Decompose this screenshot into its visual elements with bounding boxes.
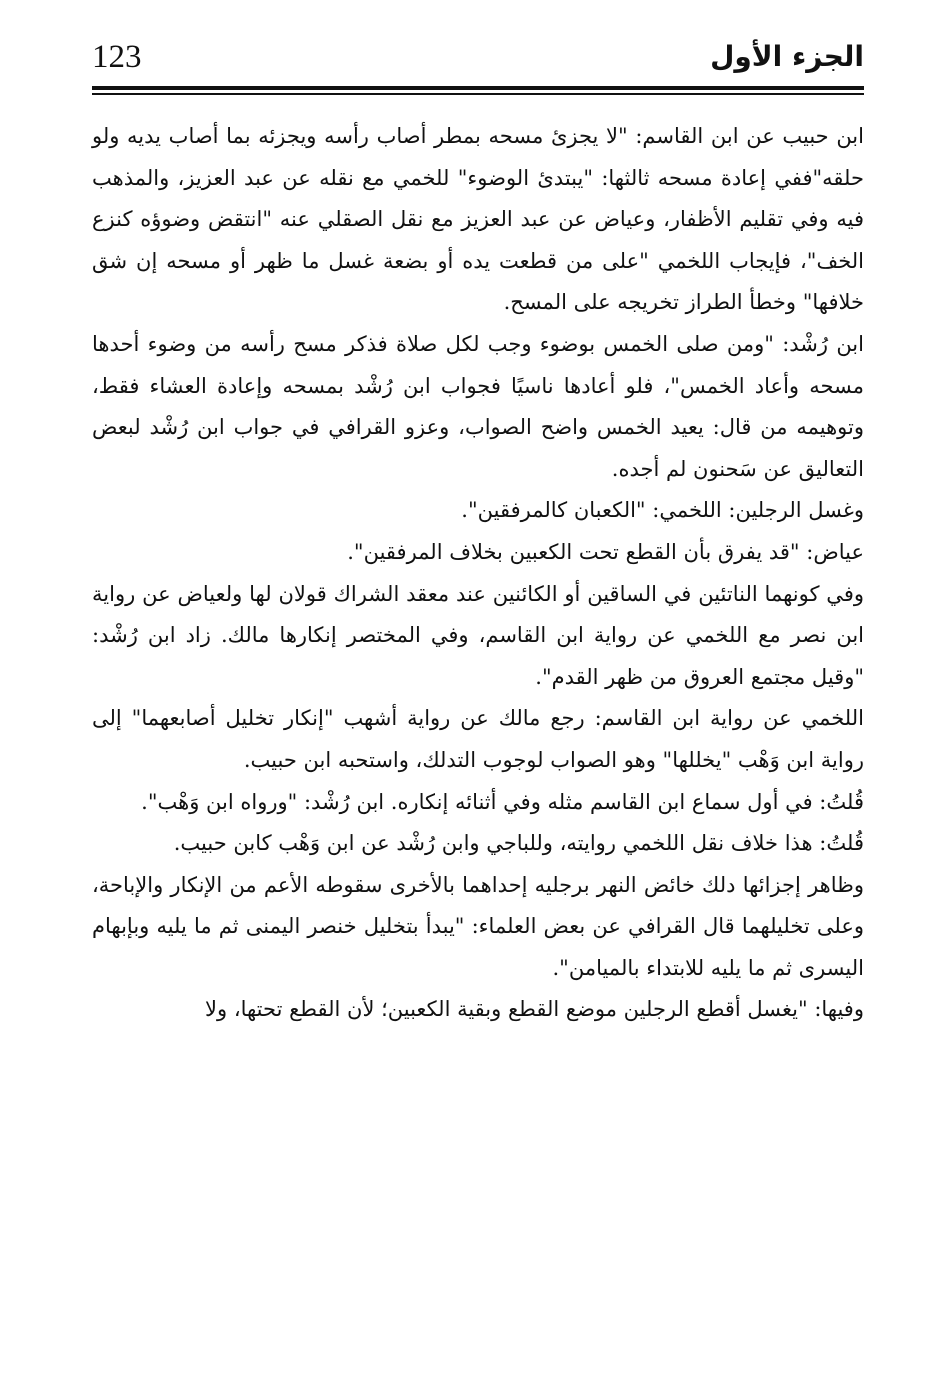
page-header <box>92 32 864 84</box>
paragraph: قُلتُ: في أول سماع ابن القاسم مثله وفي أثنائه إنكاره. ابن رُشْد: "ورواه ابن وَهْب". <box>141 789 864 814</box>
header-rule-thick <box>92 86 864 90</box>
running-title: الجزء الأول <box>710 40 864 73</box>
body-text <box>92 116 864 1031</box>
paragraph: عياض: "قد يفرق بأن القطع تحت الكعبين بخلاف المرفقين". <box>347 539 864 564</box>
paragraph: اللخمي عن رواية ابن القاسم: رجع مالك عن رواية أشهب "إنكار تخليل أصابعهما" إلى رواية ابن وَهْب "يخللها" وهو الصواب لوجوب التدلك، واستحبه ابن حبيب. <box>92 706 864 772</box>
paragraph: وغسل الرجلين: اللخمي: "الكعبان كالمرفقين". <box>461 498 864 523</box>
header-rule-thin <box>92 93 864 95</box>
page-number: 123 <box>92 39 142 75</box>
paragraph: وظاهر إجزائها دلك خائض النهر برجليه إحداهما بالأخرى سقوطه الأعم من الإنكار والإباحة، وعلى تخليلهما قال القرافي عن بعض العلماء: "يبدأ بتخليل خنصر اليمنى ثم ما يليه وبإبهام اليسرى ثم ما يليه للابتداء بالميامن". <box>92 872 864 980</box>
paragraph: وفيها: "يغسل أقطع الرجلين موضع القطع وبقية الكعبين؛ لأن القطع تحتها، ولا <box>205 997 864 1022</box>
paragraph: ابن رُشْد: "ومن صلى الخمس بوضوء وجب لكل صلاة فذكر مسح رأسه من وضوء أحدها مسحه وأعاد الخمس"، فلو أعادها ناسيًا فجواب ابن رُشْد بمسحه وإعادة العشاء فقط، وتوهيمه من قال: يعيد الخمس واضح الصواب، وعزو القرافي في جواب ابن رُشْد لبعض التعاليق عن سَحنون لم أجده. <box>92 331 864 481</box>
paragraph: ابن حبيب عن ابن القاسم: "لا يجزئ مسحه بمطر أصاب رأسه ويجزئه بما أصاب يديه ولو حلقه"ففي إعادة مسحه ثالثها: "يبتدئ الوضوء" للخمي مع نقله عن عبد العزيز، والمذهب فيه وفي تقليم الأظفار، وعياض عن عبد العزيز مع نقل الصقلي عنه "انتقض وضوؤه كنزع الخف"، فإيجاب اللخمي "على من قطعت يده أو بضعة غسل ما ظهر أو مسحه إن شق خلافها" وخطأ الطراز تخريجه على المسح. <box>92 124 864 315</box>
paragraph: قُلتُ: هذا خلاف نقل اللخمي روايته، وللباجي وابن رُشْد عن ابن وَهْب كابن حبيب. <box>173 831 864 856</box>
paragraph: وفي كونهما الناتئين في الساقين أو الكائنين عند معقد الشراك قولان لها ولعياض عن رواية ابن نصر مع اللخمي عن رواية ابن القاسم، وفي المختصر إنكارها مالك. زاد ابن رُشْد: "وقيل مجتمع العروق من ظهر القدم". <box>92 581 864 689</box>
